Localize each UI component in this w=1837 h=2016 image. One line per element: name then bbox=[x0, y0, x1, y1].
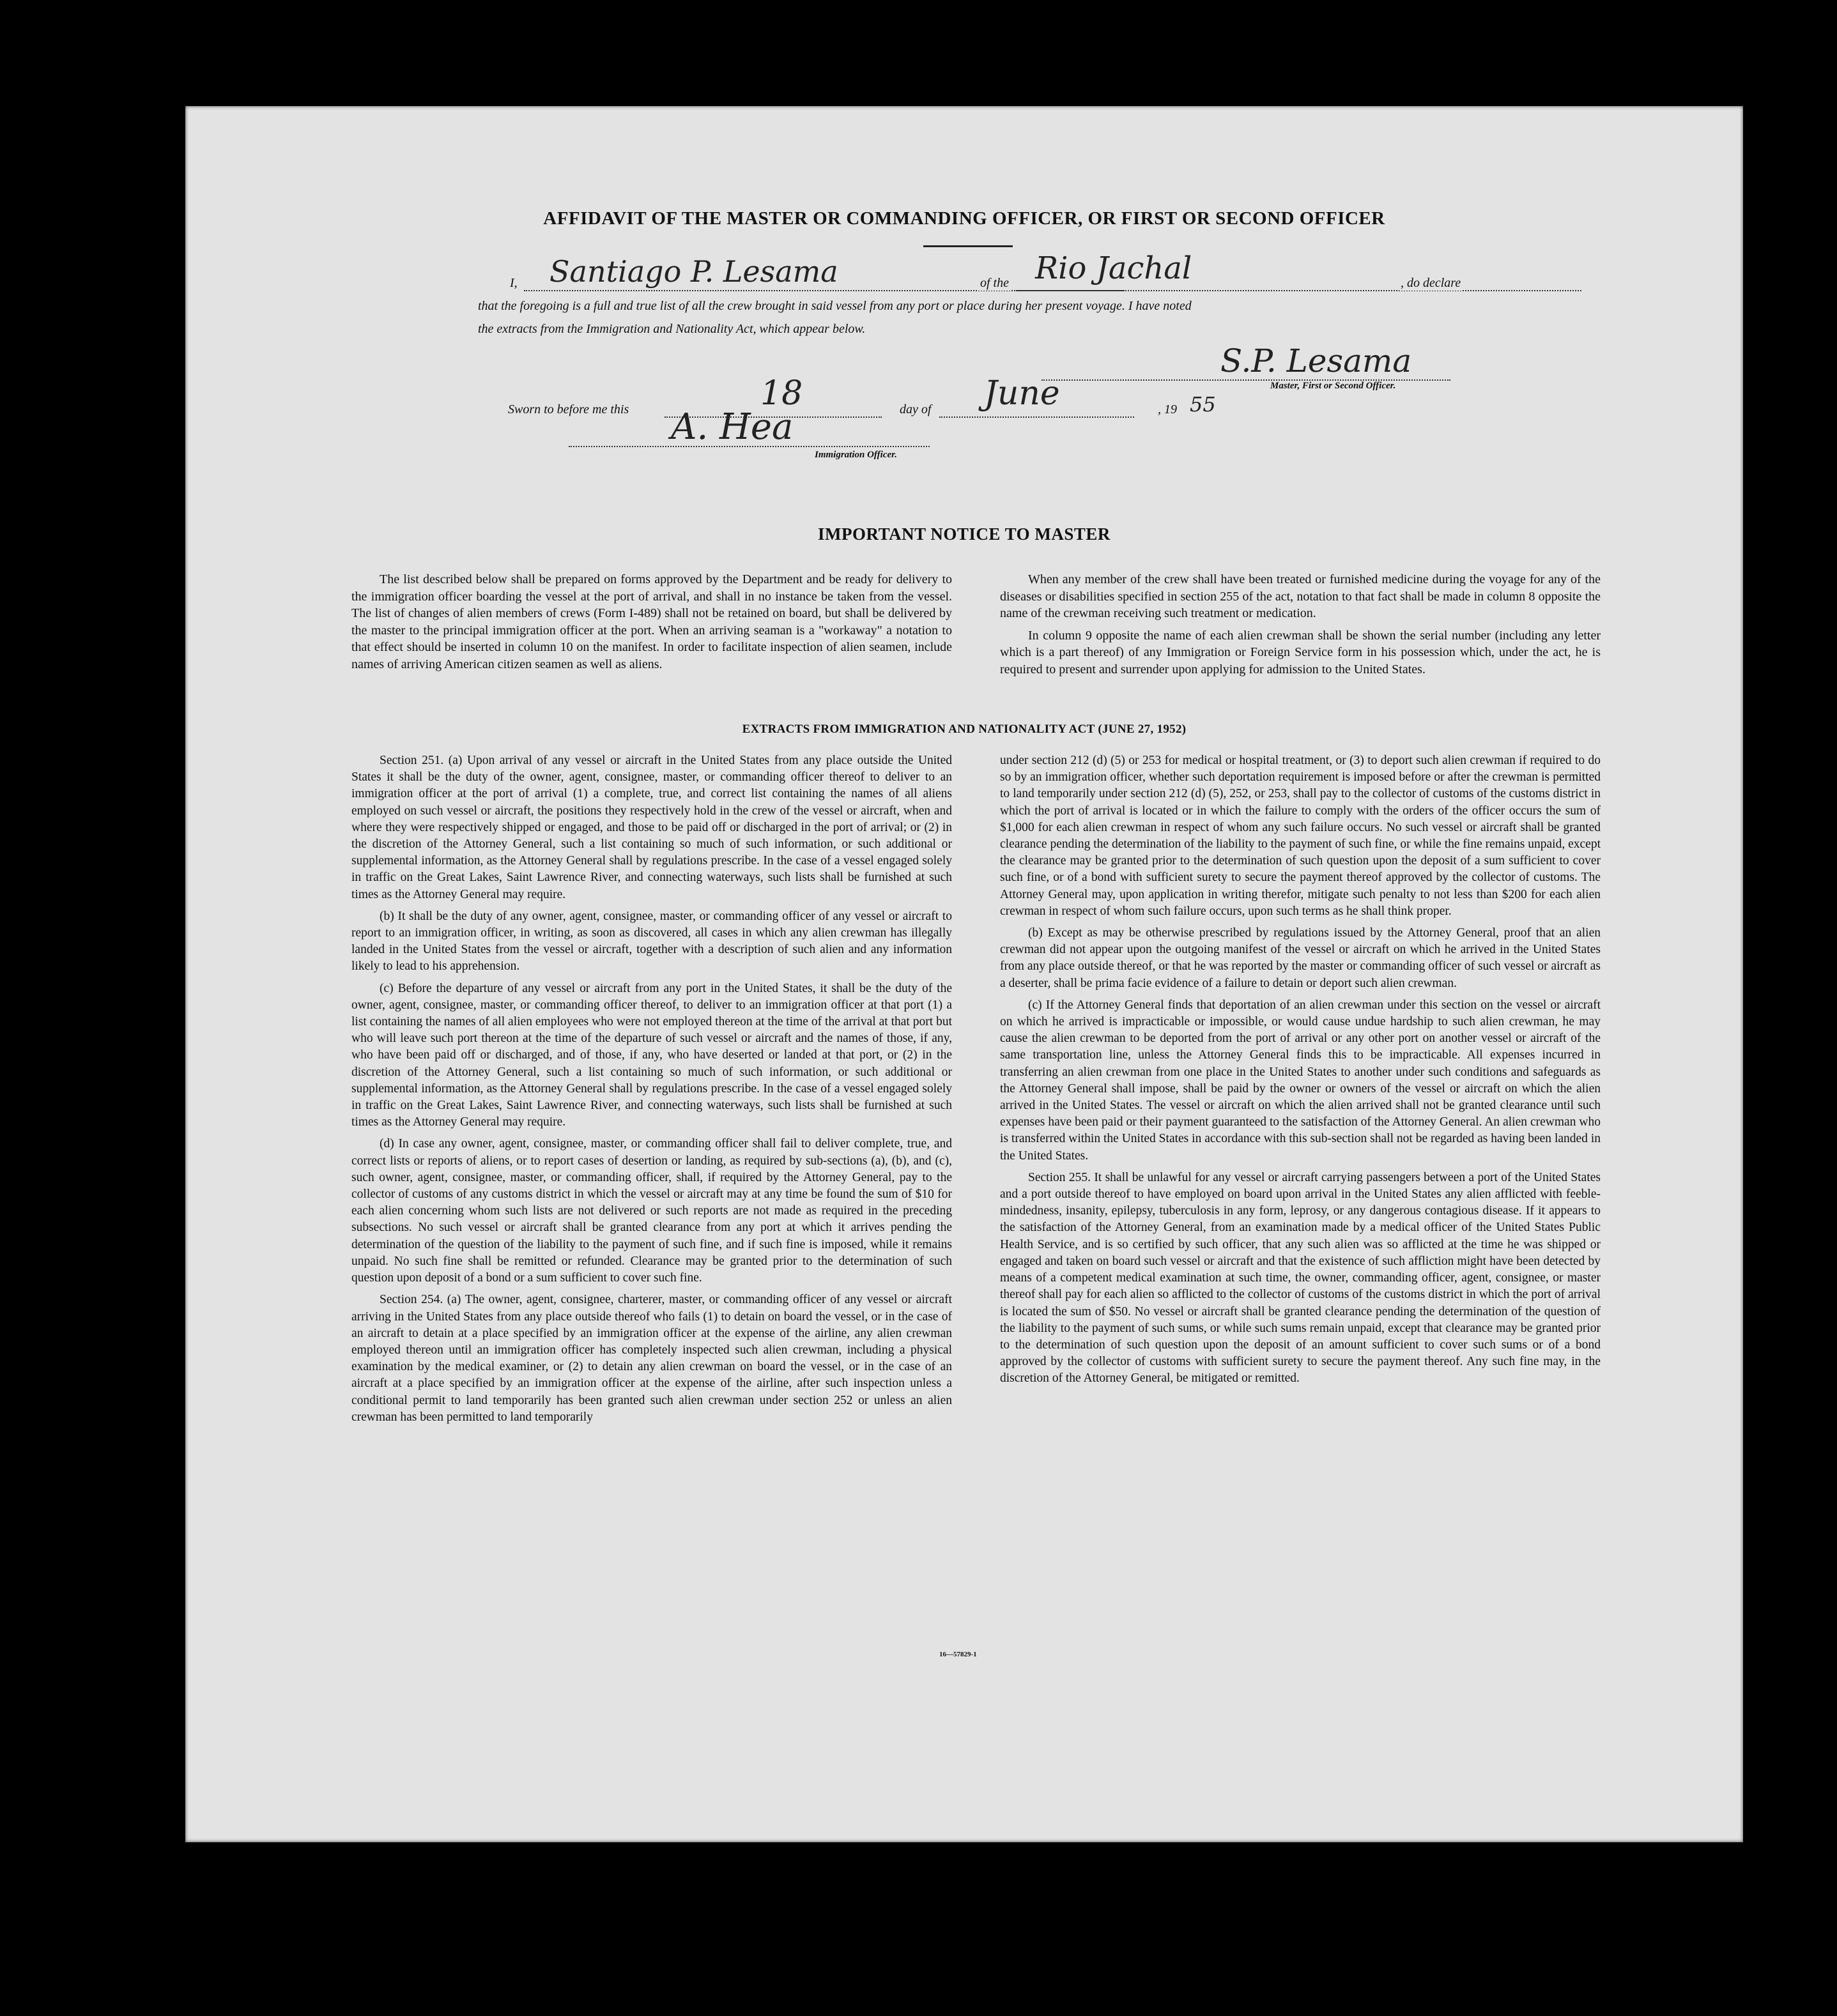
extract-paragraph: (b) It shall be the duty of any owner, agent, consignee, master, or commanding officer of any vessel or aircraft to report to an immigration officer, in writing, as soon as discovered, all cases in which any alien crewman has illegally landed in the United States from the vessel or aircraft, together with a description of such alien and any information likely to lead to his apprehension. bbox=[351, 909, 952, 974]
year-handwriting: 55 bbox=[1190, 392, 1216, 416]
month-line bbox=[939, 416, 1134, 418]
extract-paragraph: (c) If the Attorney General finds that deportation of an alien crewman under this section on the vessel or aircraft on which he arrived is impracticable or impossible, or would cause undue hardship to such alien crewman, he may cause the alien crewman to be deported from the port of arrival or any other port on another vessel or aircraft of the same transportation line, unless the Attorney General finds this to be impracticable. All expenses incurred in transferring an alien crewman from one place in the United States to another under such conditions and safeguards as the Attorney General shall impose, shall be paid by the owner or owners of the vessel or aircraft on which the alien arrived in the United States. The vessel or aircraft on which the alien arrived shall not be granted clearance until such expenses have been paid or their payment guaranteed to the satisfaction of the Attorney General. An alien crewman who is transferred within the United States in accordance with this sub-section shall not be regarded as having been landed in the United States. bbox=[1000, 998, 1601, 1163]
vessel-name-handwriting: Rio Jachal bbox=[1035, 250, 1192, 286]
document-page bbox=[185, 106, 1743, 1842]
notice-heading: IMPORTANT NOTICE TO MASTER bbox=[818, 524, 1111, 544]
month-handwriting: June bbox=[984, 374, 1060, 413]
day-of-label: day of bbox=[900, 402, 932, 416]
sworn-label: Sworn to before me this bbox=[508, 402, 629, 416]
extracts-right-column bbox=[1000, 752, 1601, 1393]
master-signature: S.P. Lesama bbox=[1220, 342, 1412, 379]
title-rule bbox=[923, 245, 1013, 247]
form-number: 16—57829-1 bbox=[939, 1651, 977, 1658]
extract-paragraph: (b) Except as may be otherwise prescribed by regulations issued by the Attorney General, proof that an alien crewman did not appear upon the outgoing manifest of the vessel or aircraft on which he arrived in the United States from any place outside thereof, or that he was reported by the master or commanding officer of such vessel or aircraft as a deserter, shall be prima facie evidence of a failure to detain or deport such alien crewman. bbox=[1000, 926, 1601, 990]
vessel-name-line bbox=[1016, 290, 1581, 291]
notice-paragraph: When any member of the crew shall have been treated or furnished medicine during the voyage for any of the diseases or disabilities specified in section 255 of the act, notation to that fact shall be made in column 8 opposite the name of the crewman receiving such treatment or medication. bbox=[1000, 572, 1601, 621]
extract-paragraph: Section 255. It shall be unlawful for any vessel or aircraft carrying passengers between a port of the United States and a port outside thereof to have employed on board upon arrival in the United States any alien afflicted with feeble-mindedness, insanity, epilepsy, tuberculosis in any form, leprosy, or any dangerous contagious disease. If it appears to the satisfaction of the Attorney General, from an examination made by a medical officer of the United States Public Health Service, and is so certified by such officer, that any such alien was so afflicted at the time he was shipped or engaged and taken on board such vessel or aircraft and that the existence of such affliction might have been detected by means of a competent medical examination at such time, the owner, commanding officer, agent, consignee, or master thereof shall pay for each alien so afflicted to the collector of customs of the customs district in which the port of arrival is located the sum of $50. No vessel or aircraft shall be granted clearance pending the determination of the question of the liability to the payment of such sums, or while such sums remain unpaid, except that clearance may be granted prior to the determination of such question upon the deposit of an amount sufficient to cover such sums or of a bond approved by the collector of customs with sufficient surety to secure the payment thereof. Any such fine may, in the discretion of the Attorney General, be mitigated or remitted. bbox=[1000, 1170, 1601, 1386]
statement-line-1: that the foregoing is a full and true list of all the crew brought in said vessel from any port or place during her present voyage. I have noted bbox=[478, 299, 1192, 313]
master-caption: Master, First or Second Officer. bbox=[1270, 381, 1396, 391]
extract-paragraph: Section 251. (a) Upon arrival of any vessel or aircraft in the United States from any place outside the United States it shall be the duty of the owner, agent, consignee, master, or commanding officer thereof to deliver to an immigration officer at the port of arrival (1) a complete, true, and correct list containing the names of all aliens employed on such vessel or aircraft, the positions they respectively hold in the crew of the vessel or aircraft, when and where they were respectively shipped or engaged, and those to be paid off or discharged in the port of arrival; or (2) in the discretion of the Attorney General, such a list containing so much of such information, or such additional or supplemental information, as the Attorney General shall by regulations prescribe. In the case of a vessel engaged solely in traffic on the Great Lakes, Saint Lawrence River, and connecting waterways, such lists shall be furnished at such times as the Attorney General may require. bbox=[351, 754, 952, 901]
statement-line-2: the extracts from the Immigration and Nationality Act, which appear below. bbox=[478, 322, 866, 336]
notice-paragraph: In column 9 opposite the name of each alien crewman shall be shown the serial number (including any letter which is a part thereof) of any Immigration or Foreign Service form in his possession which, under the act, he is required to present and surrender upon applying for admission to the United States. bbox=[1000, 628, 1601, 676]
of-the-label: of the bbox=[978, 276, 1011, 291]
extract-paragraph: (d) In case any owner, agent, consignee, master, or commanding officer shall fail to deliver complete, true, and correct lists or reports of aliens, or to report cases of desertion or landing, as required by sub-sections (a), (b), and (c), such owner, agent, consignee, master, or commanding officer, shall, if required by the Attorney General, pay to the collector of customs of any customs district in which the vessel or aircraft may at any time be found the sum of $10 for each alien concerning whom such lists are not delivered or such reports are not made as required in the preceding subsections. No such vessel or aircraft shall be granted clearance from any port at which it arrives pending the determination of the question of the liability to the payment of such fine, and if such fine is imposed, while it remains unpaid. No such fine shall be remitted or refunded. Clearance may be granted prior to the determination of such question upon deposit of a bond or a sum sufficient to cover such fine. bbox=[351, 1137, 952, 1285]
i-label: I, bbox=[510, 276, 518, 290]
master-name-handwriting: Santiago P. Lesama bbox=[550, 254, 838, 289]
day-handwriting: 18 bbox=[760, 374, 803, 413]
notice-right-column bbox=[1000, 571, 1601, 683]
notice-left-column bbox=[351, 571, 952, 678]
affidavit-title: AFFIDAVIT OF THE MASTER OR COMMANDING OFFICER, OR FIRST OR SECOND OFFICER bbox=[543, 208, 1385, 229]
extract-paragraph: (c) Before the departure of any vessel or aircraft from any port in the United States, it shall be the duty of the owner, agent, consignee, master, or commanding officer thereof, to deliver to an immigration officer at that port (1) a list containing the names of all alien employees who were not employed thereon at the time of the arrival at that port but who will leave such port thereon at the time of the departure of such vessel or aircraft and the names of those, if any, who have been paid off or discharged, and of those, if any, who have deserted or landed at that port, or (2) in the discretion of the Attorney General, such a list containing so much of such information, or such additional or supplemental information, as the Attorney General shall by regulations prescribe. In the case of a vessel engaged solely in traffic on the Great Lakes, Saint Lawrence River, and connecting waterways, such lists shall be furnished at such times as the Attorney General may require. bbox=[351, 981, 952, 1129]
extract-paragraph: under section 212 (d) (5) or 253 for medical or hospital treatment, or (3) to deport such alien crewman if required to do so by an immigration officer, whether such deportation requirement is imposed before or after the crewman is permitted to land temporarily under section 212 (d) (5), 252, or 253, shall pay to the collector of customs of the customs district in which the port of arrival is located or in which the failure to comply with the orders of the officer occurs the sum of $1,000 for each alien crewman in respect of whom any such failure occurs. No such vessel or aircraft shall be granted clearance pending the determination of the liability to the payment of such fine, or while the fine remains unpaid, except the clearance may be granted prior to the determination of such question upon the deposit of a sum sufficient to cover such fine, or of a bond with sufficient surety to secure the payment thereof approved by the collector of customs. The Attorney General may, upon application in writing therefor, mitigate such penalty to not less than $200 for each alien crewman in respect of whom such failure occurs, upon such terms as he shall think proper. bbox=[1000, 754, 1601, 918]
year-prefix: , 19 bbox=[1158, 402, 1177, 416]
extracts-heading: EXTRACTS FROM IMMIGRATION AND NATIONALITY ACT (JUNE 27, 1952) bbox=[742, 722, 1187, 736]
extract-paragraph: Section 254. (a) The owner, agent, consignee, charterer, master, or commanding officer of any vessel or aircraft arriving in the United States from any place outside thereof who fails (1) to detain on board the vessel, or in the case of an aircraft to detain at a place specified by an immigration officer at the expense of the airline, any alien crewman employed thereon until an immigration officer has completely inspected such alien crewman, including a physical examination by the medical examiner, or (2) to detain any alien crewman on board the vessel, or in the case of an aircraft at a place specified by an immigration officer at the expense of the airline, after such inspection unless a conditional permit to land temporarily has been granted such alien crewman under section 252 or unless an alien crewman has been permitted to land temporarily bbox=[351, 1293, 952, 1424]
extracts-left-column bbox=[351, 752, 952, 1431]
officer-signature: A. Hea bbox=[671, 406, 794, 448]
officer-caption: Immigration Officer. bbox=[815, 450, 897, 460]
notice-paragraph: The list described below shall be prepared on forms approved by the Department and be ready for delivery to the immigration officer boarding the vessel at the port of arrival, and shall in no instance be taken from the vessel. The list of changes of alien members of crews (Form I-489) shall not be retained on board, but shall be delivered by the master to the principal immigration officer at the port. When an arriving seaman is a "workaway" a notation to that effect should be inserted in column 10 on the manifest. In order to facilitate inspection of alien seamen, include names of arriving American citizen seamen as well as aliens. bbox=[351, 572, 952, 671]
declare-label: , do declare bbox=[1401, 276, 1461, 290]
